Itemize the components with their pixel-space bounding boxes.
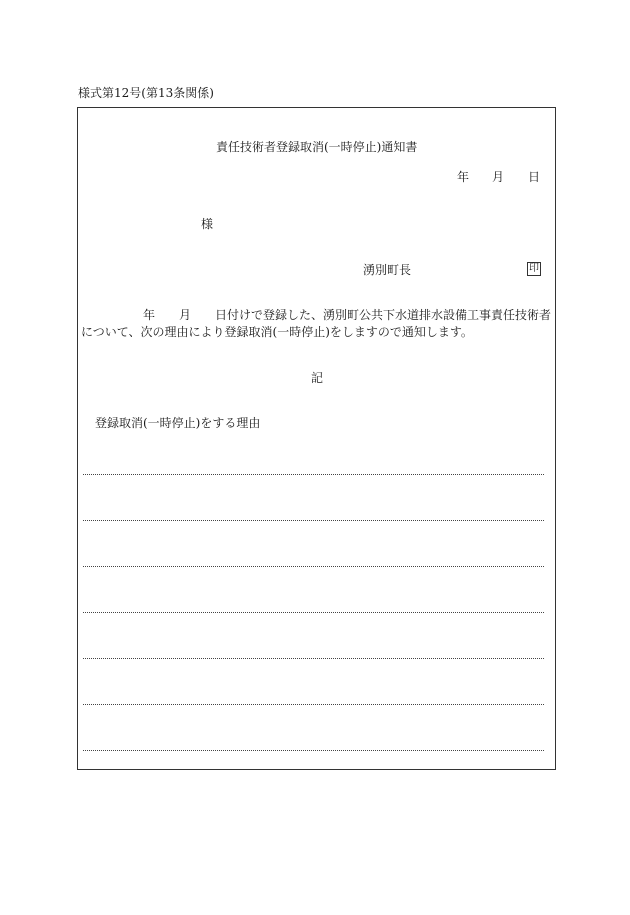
reason-line	[83, 612, 544, 613]
form-frame	[77, 107, 556, 770]
date-year: 年	[457, 170, 470, 184]
reason-line	[83, 704, 544, 705]
reason-label: 登録取消(一時停止)をする理由	[95, 416, 261, 430]
body-line2-text: について、次の理由により登録取消(一時停止)をしますので通知します。	[81, 325, 473, 339]
date-day: 日	[528, 170, 541, 184]
body-line1-month: 月	[179, 308, 192, 322]
reason-line	[83, 750, 544, 751]
date-month: 月	[492, 170, 505, 184]
reason-line	[83, 566, 544, 567]
document-title: 責任技術者登録取消(一時停止)通知書	[216, 140, 418, 154]
form-number: 様式第12号(第13条関係)	[78, 86, 214, 100]
body-line1-text: 日付けで登録した、湧別町公共下水道排水設備工事責任技術者	[215, 308, 552, 322]
body-line1-year: 年	[143, 308, 156, 322]
addressee-suffix: 様	[201, 217, 214, 231]
ki-heading: 記	[311, 371, 324, 385]
issuer-name: 湧別町長	[363, 263, 412, 277]
reason-line	[83, 474, 544, 475]
reason-line	[83, 658, 544, 659]
reason-line	[83, 520, 544, 521]
seal-mark: 印	[529, 263, 539, 274]
